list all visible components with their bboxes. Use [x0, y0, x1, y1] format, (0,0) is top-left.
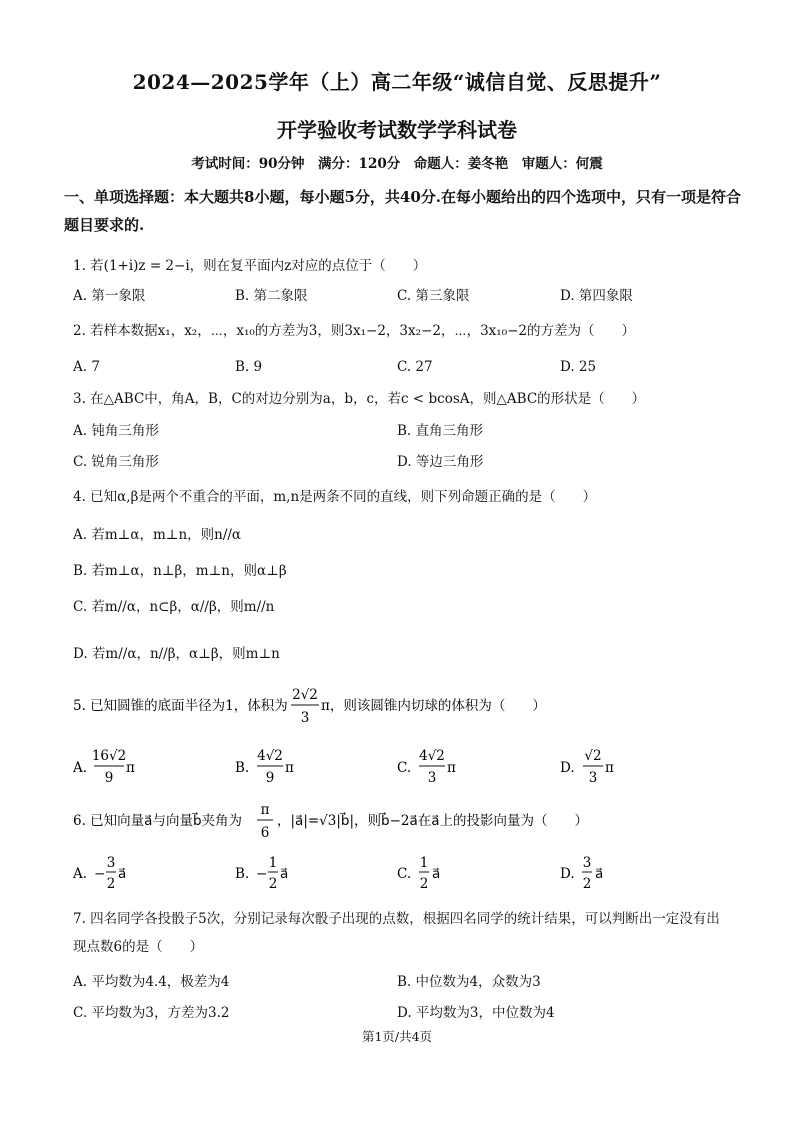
option-suffix: a⃗: [280, 866, 289, 882]
question-6-option-b: [235, 852, 355, 902]
section-heading: 一、单项选择题：本大题共8小题，每小题5分，共40分.在每小题给出的四个选项中，只有一项是符合题目要求的.: [64, 188, 741, 234]
exam-title-line2: 开学验收考试数学学科试卷: [277, 118, 517, 142]
option-frac-den: 2: [582, 876, 592, 892]
option-frac-den: 9: [265, 770, 275, 786]
option-frac-num: 16√2: [91, 748, 127, 764]
question-4-option-b: B. 若m⊥α，n⊥β，m⊥n，则α⊥β: [73, 563, 287, 579]
question-2-option-c: C. 27: [397, 359, 433, 375]
option-suffix: π: [447, 760, 456, 776]
question-5-stem-frac-num: 2√2: [292, 687, 318, 703]
question-2-option-d: D. 25: [560, 359, 597, 375]
question-7-stem: 7. 四名同学各投骰子5次，分别记录每次骰子出现的点数，根据四名同学的统计结果，可以判断出一定没有出现点数6的是（ ）: [73, 911, 720, 955]
question-6-stem-frac-den: 6: [260, 825, 270, 841]
option-frac-den: 3: [588, 770, 598, 786]
option-suffix: π: [605, 760, 614, 776]
question-3-option-c: C. 锐角三角形: [73, 454, 159, 470]
question-1-option-d: D. 第四象限: [560, 288, 633, 304]
option-frac-num: 1: [419, 855, 429, 871]
question-6-stem: [73, 800, 733, 852]
option-suffix: a⃗: [432, 866, 441, 882]
option-label: C.: [397, 760, 412, 776]
option-frac-num: 3: [106, 855, 116, 871]
question-6-option-c-svg: [397, 852, 517, 896]
option-label: C.: [397, 866, 412, 882]
question-7-option-a: A. 平均数为4.4，极差为4: [73, 974, 230, 990]
option-frac-den: 2: [419, 876, 429, 892]
option-label: D.: [560, 866, 575, 882]
question-5-option-b-svg: [235, 745, 355, 789]
question-6-stem-svg: [73, 800, 693, 846]
question-6-option-a-svg: [73, 852, 193, 896]
question-5-option-a-svg: [73, 745, 193, 789]
question-7-option-b: B. 中位数为4，众数为3: [397, 974, 541, 990]
option-sign: −: [256, 866, 268, 882]
question-6-option-a: [73, 852, 193, 902]
option-suffix: π: [285, 760, 294, 776]
option-suffix: a⃗: [118, 866, 127, 882]
question-6-option-d: [560, 852, 680, 902]
question-2-option-a: A. 7: [73, 359, 100, 375]
question-4-option-d: D. 若m//α，n//β，α⊥β，则m⊥n: [73, 646, 280, 662]
option-frac-den: 2: [106, 876, 116, 892]
option-suffix: a⃗: [595, 866, 604, 882]
question-6-option-b-svg: [235, 852, 355, 896]
option-label: A.: [73, 760, 88, 776]
option-frac-num: 4√2: [419, 748, 445, 764]
option-frac-num: √2: [584, 748, 602, 764]
question-6-stem-post: ，|a⃗|=√3|b⃗|，则b⃗−2a⃗在a⃗上的投影向量为（ ）: [277, 813, 589, 829]
question-5-stem-post: π，则该圆锥内切球的体积为（ ）: [321, 698, 546, 714]
option-label: B.: [235, 866, 250, 882]
question-6-stem-frac-num: π: [260, 802, 270, 818]
question-6-stem-pre: 6. 已知向量a⃗与向量b⃗夹角为: [73, 813, 243, 829]
option-frac-den: 3: [427, 770, 437, 786]
question-2-option-b: B. 9: [235, 359, 263, 375]
option-sign: −: [94, 866, 106, 882]
question-5-option-a: [73, 745, 193, 795]
option-frac-den: 2: [268, 876, 278, 892]
question-4-stem: 4. 已知α,β是两个不重合的平面，m,n是两条不同的直线，则下列命题正确的是（ ）: [73, 489, 597, 505]
question-3-option-d: D. 等边三角形: [397, 454, 484, 470]
option-frac-num: 1: [268, 855, 278, 871]
question-1-option-b: B. 第二象限: [235, 288, 308, 304]
question-1-option-a: A. 第一象限: [73, 288, 146, 304]
option-frac-num: 3: [582, 855, 592, 871]
question-6-option-d-svg: [560, 852, 680, 896]
question-5-stem-frac-den: 3: [300, 710, 310, 726]
question-5-stem-pre: 5. 已知圆锥的底面半径为1，体积为: [73, 698, 288, 714]
option-suffix: π: [126, 760, 135, 776]
question-2-stem: 2. 若样本数据x₁，x₂，⋯，x₁₀的方差为3，则3x₁−2，3x₂−2，⋯，3x₁₀−2的方差为（ ）: [73, 323, 636, 339]
question-3-option-b: B. 直角三角形: [397, 423, 484, 439]
option-label: A.: [73, 866, 88, 882]
question-5-option-d: [560, 745, 680, 795]
page-number: 第1页/共4页: [361, 1029, 433, 1044]
question-3-stem: 3. 在△ABC中，角A，B，C的对边分别为a，b，c，若c < bcosA，则△ABC的形状是（ ）: [73, 391, 646, 407]
option-frac-den: 9: [104, 770, 114, 786]
question-7-option-d: D. 平均数为3，中位数为4: [397, 1005, 555, 1021]
question-5-option-d-svg: [560, 745, 680, 789]
question-1-option-c: C. 第三象限: [397, 288, 470, 304]
question-5-stem-svg: [73, 684, 633, 732]
question-5-option-c: [397, 745, 517, 795]
question-3-option-a: A. 钝角三角形: [73, 423, 159, 439]
exam-title-line1: 2024—2025学年（上）高二年级“诚信自觉、反思提升”: [132, 70, 662, 94]
question-5-option-b: [235, 745, 355, 795]
question-4-option-a: A. 若m⊥α，m⊥n，则n//α: [73, 527, 242, 543]
question-5-option-c-svg: [397, 745, 517, 789]
option-label: D.: [560, 760, 575, 776]
question-6-option-c: [397, 852, 517, 902]
option-frac-num: 4√2: [257, 748, 283, 764]
question-5-stem: [73, 684, 733, 738]
question-4-option-c: C. 若m//α，n⊂β，α//β，则m//n: [73, 599, 275, 615]
question-1-stem: 1. 若(1+i)z = 2−i，则在复平面内z对应的点位于（ ）: [73, 258, 427, 274]
exam-meta: 考试时间：90分钟 满分：120分 命题人：姜冬艳 审题人：何震: [191, 156, 603, 172]
question-7-option-c: C. 平均数为3，方差为3.2: [73, 1005, 230, 1021]
option-label: B.: [235, 760, 250, 776]
